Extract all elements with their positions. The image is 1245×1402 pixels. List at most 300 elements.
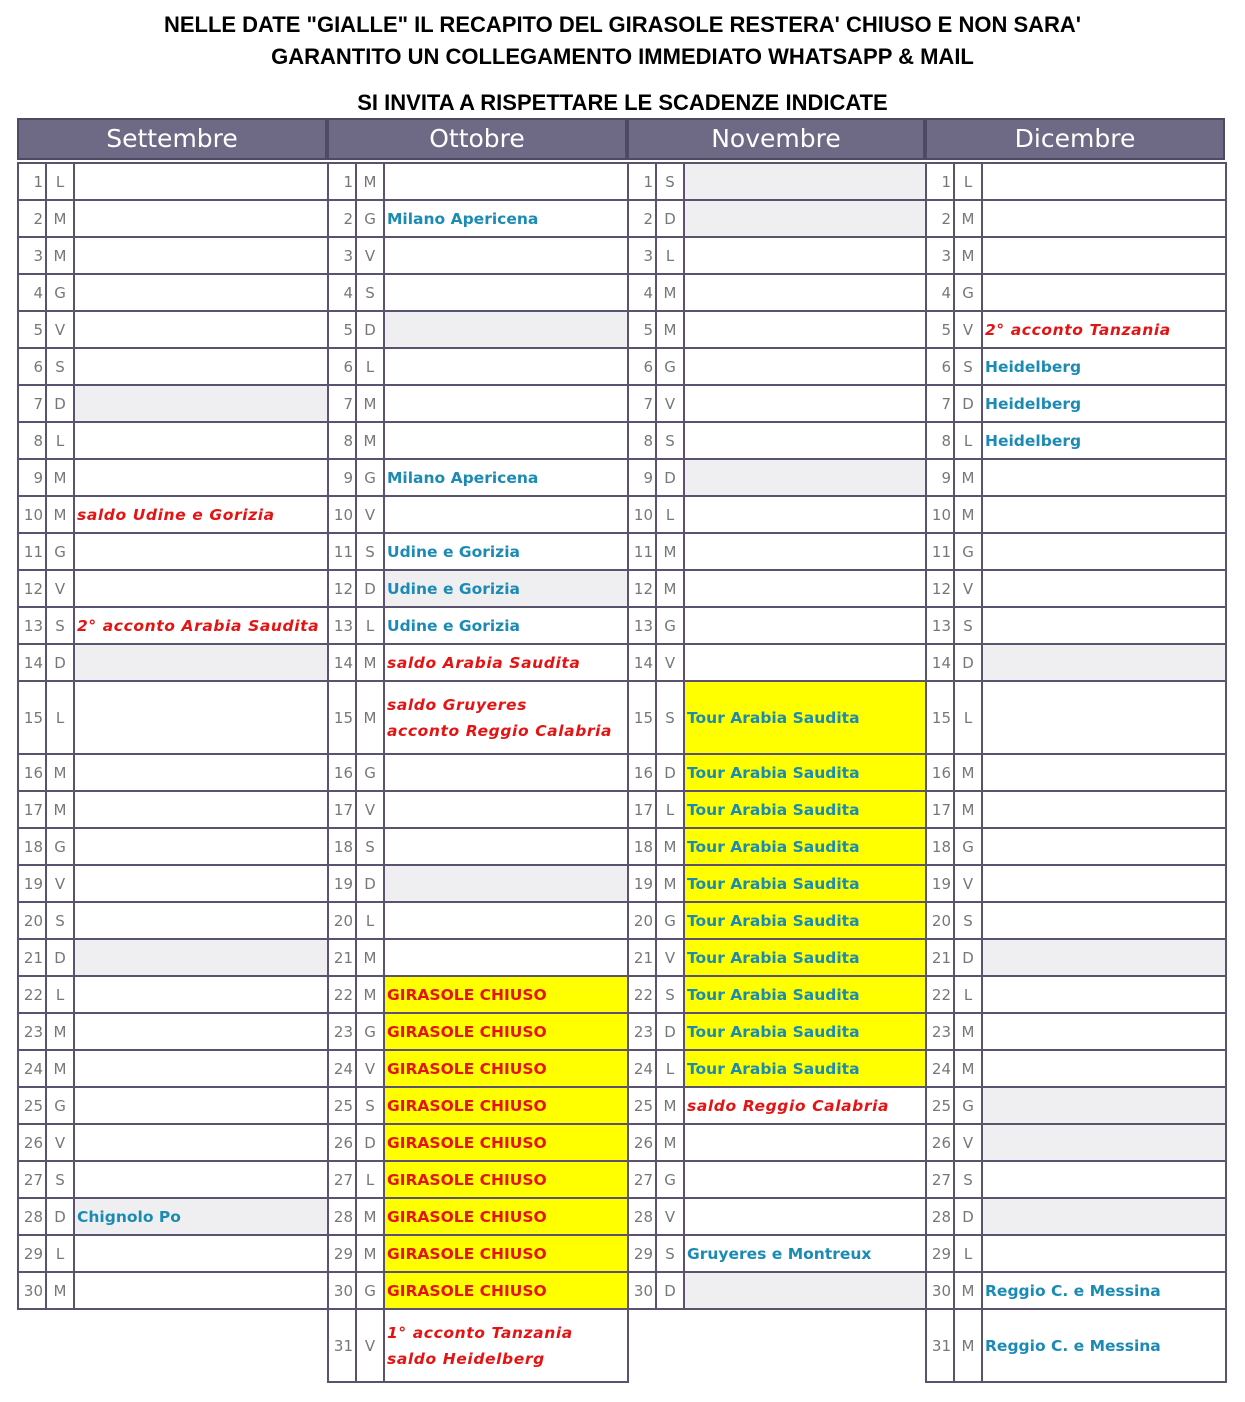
weekday-letter: M	[355, 384, 385, 423]
day-number: 1	[327, 162, 357, 201]
day-number: 5	[327, 310, 357, 349]
event-cell	[383, 310, 629, 349]
day-number: 13	[925, 606, 955, 645]
weekday-letter: D	[45, 938, 75, 977]
event-text: 2° acconto Tanzania	[985, 320, 1171, 339]
weekday-letter: S	[655, 162, 685, 201]
day-number: 15	[327, 680, 357, 755]
month-column-settembre	[17, 118, 327, 1398]
weekday-letter: M	[355, 680, 385, 755]
event-cell	[683, 1123, 927, 1162]
event-cell	[73, 421, 329, 460]
event-text: GIRASOLE CHIUSO	[387, 1096, 547, 1115]
event-cell	[981, 421, 1227, 460]
weekday-letter: S	[953, 347, 983, 386]
weekday-letter: G	[953, 273, 983, 312]
weekday-letter: V	[953, 569, 983, 608]
day-number: 21	[925, 938, 955, 977]
weekday-letter: D	[355, 569, 385, 608]
day-number: 23	[17, 1012, 47, 1051]
day-number: 18	[17, 827, 47, 866]
day-number: 1	[17, 162, 47, 201]
event-text: Tour Arabia Saudita	[687, 763, 860, 782]
day-number: 25	[327, 1086, 357, 1125]
event-text: Tour Arabia Saudita	[687, 948, 860, 967]
weekday-letter: L	[655, 236, 685, 275]
event-cell	[683, 606, 927, 645]
event-cell	[683, 1271, 927, 1310]
event-cell	[981, 790, 1227, 829]
day-number: 11	[327, 532, 357, 571]
day-number: 14	[925, 643, 955, 682]
weekday-letter: D	[45, 1197, 75, 1236]
weekday-letter: V	[45, 569, 75, 608]
day-number: 27	[627, 1160, 657, 1199]
closed-day-event-cell	[383, 975, 629, 1014]
day-number: 17	[627, 790, 657, 829]
day-number: 11	[17, 532, 47, 571]
event-cell	[981, 827, 1227, 866]
event-cell	[73, 236, 329, 275]
day-number: 5	[17, 310, 47, 349]
event-text: Tour Arabia Saudita	[687, 911, 860, 930]
event-cell	[73, 1271, 329, 1310]
weekday-letter: S	[953, 606, 983, 645]
weekday-letter: S	[953, 901, 983, 940]
weekday-letter: M	[953, 1271, 983, 1310]
weekday-letter: M	[355, 162, 385, 201]
event-cell	[383, 273, 629, 312]
event-cell	[981, 1308, 1227, 1383]
event-cell	[73, 495, 329, 534]
day-number: 29	[627, 1234, 657, 1273]
event-cell	[981, 310, 1227, 349]
weekday-letter: V	[45, 310, 75, 349]
weekday-letter: G	[45, 1086, 75, 1125]
weekday-letter: M	[355, 938, 385, 977]
weekday-letter: D	[655, 458, 685, 497]
weekday-letter: M	[45, 1271, 75, 1310]
notice-line-3: SI INVITA A RISPETTARE LE SCADENZE INDICATE	[357, 90, 888, 115]
day-number: 20	[627, 901, 657, 940]
day-number: 30	[925, 1271, 955, 1310]
event-cell	[73, 938, 329, 977]
day-number: 1	[627, 162, 657, 201]
event-text: Chignolo Po	[77, 1207, 181, 1226]
closed-day-event-cell	[683, 790, 927, 829]
event-cell	[981, 1234, 1227, 1273]
weekday-letter: M	[953, 199, 983, 238]
month-column-ottobre	[327, 118, 627, 1398]
day-number: 26	[627, 1123, 657, 1162]
event-cell	[383, 162, 629, 201]
day-number: 20	[925, 901, 955, 940]
day-number: 18	[627, 827, 657, 866]
event-cell	[683, 310, 927, 349]
weekday-letter: S	[355, 532, 385, 571]
event-cell	[981, 938, 1227, 977]
event-text: GIRASOLE CHIUSO	[387, 1133, 547, 1152]
weekday-letter: V	[953, 1123, 983, 1162]
weekday-letter: V	[355, 236, 385, 275]
weekday-letter: D	[45, 384, 75, 423]
closed-day-event-cell	[683, 1012, 927, 1051]
day-number: 10	[925, 495, 955, 534]
event-cell	[981, 1012, 1227, 1051]
weekday-letter: S	[45, 347, 75, 386]
event-cell	[981, 680, 1227, 755]
weekday-letter: M	[45, 1012, 75, 1051]
event-cell	[73, 458, 329, 497]
event-cell	[683, 1197, 927, 1236]
weekday-letter: M	[655, 569, 685, 608]
event-cell	[981, 384, 1227, 423]
weekday-letter: L	[45, 421, 75, 460]
event-text: saldo Arabia Saudita	[387, 653, 581, 672]
day-number: 6	[327, 347, 357, 386]
weekday-letter: M	[45, 236, 75, 275]
weekday-letter: G	[953, 532, 983, 571]
day-number: 19	[327, 864, 357, 903]
day-number: 5	[925, 310, 955, 349]
closed-day-event-cell	[383, 1049, 629, 1088]
weekday-letter: S	[355, 273, 385, 312]
day-number: 21	[17, 938, 47, 977]
day-number: 12	[627, 569, 657, 608]
weekday-letter: G	[655, 347, 685, 386]
weekday-letter: M	[355, 643, 385, 682]
weekday-letter: M	[45, 790, 75, 829]
event-cell	[981, 273, 1227, 312]
event-cell	[981, 1086, 1227, 1125]
weekday-letter: D	[655, 1012, 685, 1051]
day-number: 26	[327, 1123, 357, 1162]
event-cell	[73, 1160, 329, 1199]
event-text: Milano Apericena	[387, 468, 539, 487]
day-number: 16	[327, 753, 357, 792]
event-cell	[383, 938, 629, 977]
event-cell	[383, 680, 629, 755]
weekday-letter: D	[953, 1197, 983, 1236]
weekday-letter: M	[655, 864, 685, 903]
day-number: 28	[627, 1197, 657, 1236]
weekday-letter: S	[655, 975, 685, 1014]
day-number: 20	[327, 901, 357, 940]
event-text: Tour Arabia Saudita	[687, 985, 860, 1004]
event-text: GIRASOLE CHIUSO	[387, 1170, 547, 1189]
event-cell	[73, 975, 329, 1014]
month-header: Dicembre	[925, 118, 1225, 160]
weekday-letter: G	[355, 1271, 385, 1310]
event-cell	[383, 606, 629, 645]
day-number: 14	[627, 643, 657, 682]
weekday-letter: L	[45, 680, 75, 755]
closed-day-event-cell	[383, 1086, 629, 1125]
event-text: GIRASOLE CHIUSO	[387, 1281, 547, 1300]
weekday-letter: L	[355, 901, 385, 940]
day-number: 9	[925, 458, 955, 497]
event-cell	[683, 273, 927, 312]
weekday-letter: M	[953, 495, 983, 534]
event-cell	[683, 1160, 927, 1199]
closed-day-event-cell	[383, 1271, 629, 1310]
event-text: Tour Arabia Saudita	[687, 708, 860, 727]
event-cell	[683, 421, 927, 460]
day-number: 30	[327, 1271, 357, 1310]
notice-line-2: GARANTITO UN COLLEGAMENTO IMMEDIATO WHATSAPP & MAIL	[271, 44, 974, 69]
day-number: 29	[925, 1234, 955, 1273]
event-text: GIRASOLE CHIUSO	[387, 1059, 547, 1078]
weekday-letter: L	[953, 162, 983, 201]
day-number: 23	[327, 1012, 357, 1051]
day-number: 31	[327, 1308, 357, 1383]
event-cell	[683, 1086, 927, 1125]
day-number: 8	[17, 421, 47, 460]
day-number: 16	[17, 753, 47, 792]
weekday-letter: G	[355, 1012, 385, 1051]
day-number: 9	[327, 458, 357, 497]
day-number: 26	[17, 1123, 47, 1162]
day-number: 14	[17, 643, 47, 682]
weekday-letter: L	[45, 975, 75, 1014]
weekday-letter: M	[45, 495, 75, 534]
weekday-letter: L	[355, 606, 385, 645]
event-cell	[981, 901, 1227, 940]
event-cell	[981, 1160, 1227, 1199]
weekday-letter: G	[45, 532, 75, 571]
event-text: Heidelberg	[985, 394, 1082, 413]
day-number: 28	[327, 1197, 357, 1236]
day-number: 24	[327, 1049, 357, 1088]
closed-day-event-cell	[683, 680, 927, 755]
event-cell	[73, 199, 329, 238]
day-number: 17	[17, 790, 47, 829]
event-text: Heidelberg	[985, 357, 1082, 376]
day-number: 7	[17, 384, 47, 423]
event-cell	[73, 790, 329, 829]
weekday-letter: M	[355, 1197, 385, 1236]
event-cell	[73, 273, 329, 312]
weekday-letter: G	[953, 827, 983, 866]
weekday-letter: G	[45, 827, 75, 866]
event-text: Udine e Gorizia	[387, 542, 520, 561]
day-number: 27	[17, 1160, 47, 1199]
day-number: 5	[627, 310, 657, 349]
event-cell	[981, 236, 1227, 275]
closed-day-event-cell	[683, 901, 927, 940]
weekday-letter: L	[655, 790, 685, 829]
event-cell	[683, 495, 927, 534]
day-number: 4	[627, 273, 657, 312]
closed-day-event-cell	[383, 1160, 629, 1199]
weekday-letter: S	[655, 421, 685, 460]
day-number: 20	[17, 901, 47, 940]
event-cell	[383, 532, 629, 571]
weekday-letter: M	[953, 1308, 983, 1383]
month-header: Ottobre	[327, 118, 627, 160]
day-number: 29	[327, 1234, 357, 1273]
weekday-letter: L	[45, 1234, 75, 1273]
weekday-letter: M	[355, 1234, 385, 1273]
day-number: 10	[627, 495, 657, 534]
closed-day-event-cell	[383, 1197, 629, 1236]
day-number: 12	[327, 569, 357, 608]
event-text: Tour Arabia Saudita	[687, 1022, 860, 1041]
day-number: 9	[627, 458, 657, 497]
weekday-letter: G	[355, 199, 385, 238]
day-number: 8	[627, 421, 657, 460]
event-text: Milano Apericena	[387, 209, 539, 228]
day-number: 30	[17, 1271, 47, 1310]
event-cell	[383, 199, 629, 238]
event-cell	[683, 1234, 927, 1273]
event-cell	[73, 1049, 329, 1088]
weekday-letter: S	[355, 827, 385, 866]
day-number: 15	[925, 680, 955, 755]
weekday-letter: L	[355, 1160, 385, 1199]
weekday-letter: V	[355, 1049, 385, 1088]
day-number: 11	[627, 532, 657, 571]
weekday-letter: M	[45, 753, 75, 792]
day-number: 8	[925, 421, 955, 460]
event-cell	[683, 569, 927, 608]
event-cell	[383, 495, 629, 534]
day-number: 31	[925, 1308, 955, 1383]
weekday-letter: M	[655, 273, 685, 312]
event-text: GIRASOLE CHIUSO	[387, 985, 547, 1004]
weekday-letter: D	[953, 938, 983, 977]
weekday-letter: S	[953, 1160, 983, 1199]
event-text: saldo Reggio Calabria	[687, 1096, 890, 1115]
event-cell	[981, 753, 1227, 792]
event-cell	[383, 458, 629, 497]
day-number: 6	[925, 347, 955, 386]
day-number: 27	[925, 1160, 955, 1199]
weekday-letter: D	[953, 643, 983, 682]
day-number: 13	[17, 606, 47, 645]
event-cell	[73, 753, 329, 792]
weekday-letter: M	[355, 975, 385, 1014]
day-number: 3	[925, 236, 955, 275]
day-number: 17	[925, 790, 955, 829]
day-number: 30	[627, 1271, 657, 1310]
weekday-letter: D	[655, 753, 685, 792]
weekday-letter: V	[655, 938, 685, 977]
event-text: Tour Arabia Saudita	[687, 800, 860, 819]
weekday-letter: G	[655, 606, 685, 645]
event-cell	[73, 606, 329, 645]
weekday-letter: S	[355, 1086, 385, 1125]
weekday-letter: D	[655, 199, 685, 238]
event-cell	[383, 384, 629, 423]
day-number: 21	[627, 938, 657, 977]
closed-day-event-cell	[383, 1012, 629, 1051]
day-number: 8	[327, 421, 357, 460]
weekday-letter: S	[45, 606, 75, 645]
weekday-letter: V	[355, 495, 385, 534]
event-text: saldo Udine e Gorizia	[77, 505, 275, 524]
day-number: 25	[17, 1086, 47, 1125]
day-number: 4	[327, 273, 357, 312]
weekday-letter: M	[953, 458, 983, 497]
day-number: 16	[925, 753, 955, 792]
weekday-letter: G	[655, 1160, 685, 1199]
event-cell	[73, 680, 329, 755]
day-number: 21	[327, 938, 357, 977]
notice-line-1: NELLE DATE "GIALLE" IL RECAPITO DEL GIRASOLE RESTERA' CHIUSO E NON SARA'	[163, 12, 1082, 37]
day-number: 13	[627, 606, 657, 645]
day-number: 3	[627, 236, 657, 275]
day-number: 22	[627, 975, 657, 1014]
month-header: Novembre	[627, 118, 925, 160]
event-cell	[73, 347, 329, 386]
event-cell	[981, 606, 1227, 645]
day-number: 24	[627, 1049, 657, 1088]
day-number: 28	[17, 1197, 47, 1236]
event-cell	[981, 495, 1227, 534]
event-cell	[73, 643, 329, 682]
day-number: 18	[925, 827, 955, 866]
day-number: 27	[327, 1160, 357, 1199]
weekday-letter: G	[355, 753, 385, 792]
event-text: saldo Gruyeres	[387, 695, 527, 714]
weekday-letter: V	[655, 643, 685, 682]
event-text: 1° acconto Tanzania	[387, 1323, 573, 1342]
day-number: 2	[17, 199, 47, 238]
event-cell	[383, 236, 629, 275]
event-cell	[981, 1123, 1227, 1162]
event-cell	[73, 827, 329, 866]
weekday-letter: D	[355, 310, 385, 349]
weekday-letter: D	[953, 384, 983, 423]
weekday-letter: M	[655, 1086, 685, 1125]
event-text: GIRASOLE CHIUSO	[387, 1207, 547, 1226]
weekday-letter: D	[655, 1271, 685, 1310]
day-number: 9	[17, 458, 47, 497]
day-number: 10	[327, 495, 357, 534]
event-cell	[383, 827, 629, 866]
day-number: 7	[627, 384, 657, 423]
event-text: Heidelberg	[985, 431, 1082, 450]
day-number: 7	[925, 384, 955, 423]
weekday-letter: M	[45, 199, 75, 238]
event-text: saldo Heidelberg	[387, 1349, 545, 1368]
day-number: 18	[327, 827, 357, 866]
event-cell	[383, 753, 629, 792]
day-number: 15	[627, 680, 657, 755]
day-number: 15	[17, 680, 47, 755]
closed-day-event-cell	[383, 1234, 629, 1273]
day-number: 16	[627, 753, 657, 792]
weekday-letter: S	[655, 1234, 685, 1273]
event-text: 2° acconto Arabia Saudita	[77, 616, 320, 635]
event-cell	[683, 162, 927, 201]
weekday-letter: V	[45, 1123, 75, 1162]
event-cell	[383, 421, 629, 460]
weekday-letter: M	[655, 310, 685, 349]
weekday-letter: S	[45, 1160, 75, 1199]
event-cell	[383, 347, 629, 386]
day-number: 22	[17, 975, 47, 1014]
event-cell	[73, 901, 329, 940]
day-number: 23	[925, 1012, 955, 1051]
event-cell	[73, 384, 329, 423]
event-cell	[73, 569, 329, 608]
event-text: GIRASOLE CHIUSO	[387, 1244, 547, 1263]
weekday-letter: V	[953, 310, 983, 349]
weekday-letter: G	[655, 901, 685, 940]
event-cell	[683, 532, 927, 571]
